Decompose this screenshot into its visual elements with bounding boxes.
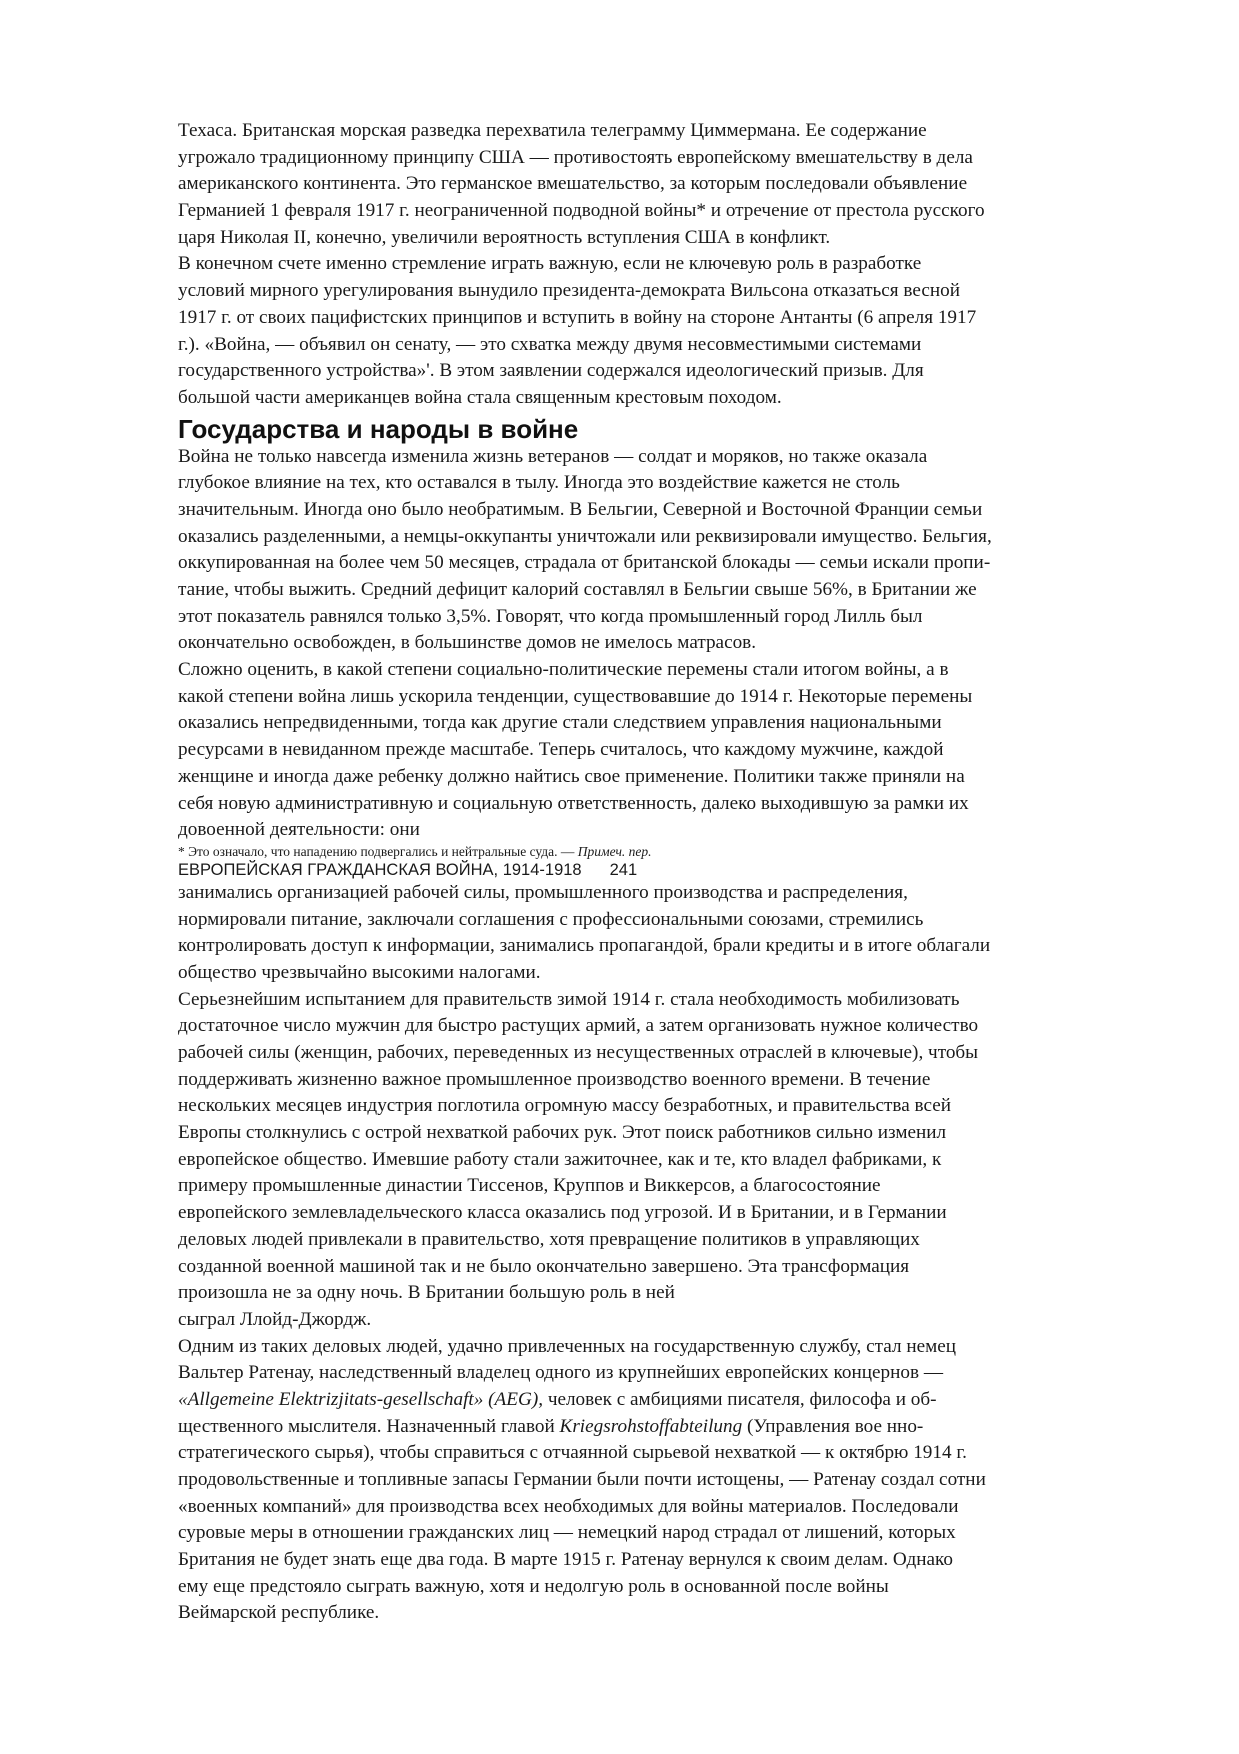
text-line: Британия не будет знать еще два года. В марте 1915 г. Ратенау вернулся к своим делам. Однако <box>178 1549 953 1571</box>
text-line: 1917 г. от своих пацифистских принципов и вступить в войну на стороне Антанты (6 апреля 1917 <box>178 306 977 328</box>
text-line: Вальтер Ратенау, наследственный владелец одного из крупнейших европейских концернов — <box>178 1362 944 1384</box>
paragraph-5 <box>178 880 1164 987</box>
paragraph-4 <box>178 657 1164 844</box>
text-line: оказались разделенными, а немцы-оккупанты уничтожали или реквизировали имущество. Бельгия, <box>178 525 992 547</box>
text-line: продовольственные и топливные запасы Германии были почти истощены, — Ратенау создал сотни <box>178 1469 986 1490</box>
footnote <box>178 844 1164 860</box>
text-line: деловых людей привлекали в правительство, хотя превращение политиков в управляющих <box>178 1228 920 1250</box>
text-line: контролировать доступ к информации, занимались пропагандой, брали кредиты и в итоге облагали <box>178 935 991 957</box>
paragraph-3 <box>178 444 1164 658</box>
text-line: условий мирного урегулирования вынудило президента-демократа Вильсона отказаться весной <box>178 280 960 302</box>
text-line: Веймарской республике. <box>178 1602 380 1624</box>
text-line: поддерживать жизненно важное промышленное производство военного времени. В течение <box>178 1068 931 1090</box>
text-line <box>178 1414 1164 1441</box>
text-line: стратегического сырья), чтобы справиться с отчаянной сырьевой нехваткой — к октябрю 1914 г. <box>178 1442 967 1464</box>
text-line: В конечном счете именно стремление играть важную, если не ключевую роль в разработке <box>178 253 922 275</box>
text-line: этот показатель равнялся только 3,5%. Говорят, что когда промышленный город Лилль был <box>178 605 923 627</box>
text-line: царя Николая II, конечно, увеличили вероятность вступления США в конфликт. <box>178 226 831 248</box>
text-line: Техаса. Британская морская разведка перехватила телеграмму Циммермана. Ее содержание <box>178 120 927 141</box>
text-line: произошла не за одну ночь. В Британии большую роль в ней <box>178 1282 675 1304</box>
text-line <box>178 1387 1164 1414</box>
text-line: оказались непредвиденными, тогда как другие стали следствием управления национальными <box>178 712 942 734</box>
text-line: Одним из таких деловых людей, удачно привлеченных на государственную службу, стал немец <box>178 1335 957 1357</box>
text-line: рабочей силы (женщин, рабочих, переведенных из несущественных отраслей в ключевые), чтобы <box>178 1042 979 1063</box>
text-segment: щественного мыслителя. Назначенный главой <box>178 1415 560 1437</box>
paragraph-2 <box>178 251 1164 411</box>
section-heading: Государства и народы в войне <box>178 413 579 444</box>
paragraph-7 <box>178 1334 1164 1628</box>
text-line: Серьезнейшим испытанием для правительств зимой 1914 г. стала необходимость мобилизовать <box>178 988 960 1010</box>
text-line: созданной военной машиной так и не было окончательно завершено. Эта трансформация <box>178 1255 910 1277</box>
text-segment: (Управления вое нно- <box>742 1415 924 1437</box>
text-line: занимались организацией рабочей силы, промышленного производства и распределения, <box>178 881 908 903</box>
text-line: значительным. Иногда оно было необратимым. В Бельгии, Северной и Восточной Франции семьи <box>178 498 983 520</box>
text-line: довоенной деятельности: они <box>178 819 420 841</box>
text-line: женщине и иногда даже ребенку должно найтись свое применение. Политики также приняли на <box>178 765 965 787</box>
text-line: достаточное число мужчин для быстро растущих армий, а затем организовать нужное количество <box>178 1015 979 1037</box>
text-line: Война не только навсегда изменила жизнь ветеранов — солдат и моряков, но также оказала <box>178 445 928 467</box>
running-head-title: ЕВРОПЕЙСКАЯ ГРАЖДАНСКАЯ ВОЙНА, 1914-1918 <box>178 860 582 879</box>
text-line: Европы столкнулись с острой нехваткой рабочих рук. Этот поиск работников сильно изменил <box>178 1122 947 1144</box>
text-line: оккупированная на более чем 50 месяцев, страдала от британской блокады — семьи искали пропи- <box>178 552 991 574</box>
footnote-text: * Это означало, что нападению подвергались и нейтральные суда. — <box>178 843 578 859</box>
text-line: государственного устройства»'. В этом заявлении содержался идеологический призыв. Для <box>178 360 924 382</box>
text-line: нормировали питание, заключали соглашения с профессиональными союзами, стремились <box>178 908 924 930</box>
italic-company-name: «Allgemeine Elektrizjitats-gesellschaft» (AEG), <box>178 1388 544 1410</box>
text-line: окончательно освобожден, в большинстве домов не имелось матрасов. <box>178 632 757 654</box>
text-line: сыграл Ллойд-Джордж. <box>178 1308 372 1330</box>
text-line: тание, чтобы выжить. Средний дефицит калорий составлял в Бельгии свыше 56%, в Британии же <box>178 579 977 600</box>
page-number: 241 <box>609 860 638 879</box>
text-line: себя новую административную и социальную ответственность, далеко выходившую за рамки их <box>178 792 969 814</box>
italic-agency-name: Kriegsrohstoffabteilung <box>559 1415 743 1437</box>
running-head <box>178 860 1164 880</box>
text-line: общество чрезвычайно высокими налогами. <box>178 961 541 983</box>
text-line: глубокое влияние на тех, кто оставался в тылу. Иногда это воздействие кажется не столь <box>178 472 900 494</box>
text-line: ему еще предстояло сыграть важную, хотя и недолгую роль в основанной после войны <box>178 1575 889 1597</box>
text-line: какой степени война лишь ускорила тенденции, существовавшие до 1914 г. Некоторые перемены <box>178 685 973 707</box>
text-segment: человек с амбициями писателя, философа и об- <box>543 1388 937 1410</box>
text-line: угрожало традиционному принципу США — противостоять европейскому вмешательству в дела <box>178 146 973 168</box>
text-line: ресурсами в невиданном прежде масштабе. Теперь считалось, что каждому мужчине, каждой <box>178 739 944 761</box>
text-line: суровые меры в отношении гражданских лиц — немецкий народ страдал от лишений, которых <box>178 1522 956 1544</box>
paragraph-1 <box>178 118 1164 251</box>
text-line: американского континента. Это германское вмешательство, за которым последовали объявление <box>178 173 968 195</box>
text-line: европейского землевладельческого класса оказались под угрозой. И в Британии, и в Германии <box>178 1202 947 1224</box>
text-line: г.). «Война, — объявил он сенату, — это схватка между двумя несовместимыми системами <box>178 333 922 355</box>
text-line: примеру промышленные династии Тиссенов, Круппов и Виккерсов, а благосостояние <box>178 1175 881 1197</box>
text-line: Германией 1 февраля 1917 г. неограниченной подводной войны* и отречение от престола русского <box>178 200 985 222</box>
text-line: нескольких месяцев индустрия поглотила огромную массу безработных, и правительства всей <box>178 1095 952 1117</box>
text-line: европейское общество. Имевшие работу стали зажиточнее, как и те, кто владел фабриками, к <box>178 1148 942 1170</box>
text-line: Сложно оценить, в какой степени социально-политические перемены стали итогом войны, а в <box>178 659 949 681</box>
text-line: большой части американцев война стала священным крестовым походом. <box>178 386 782 408</box>
paragraph-6 <box>178 987 1164 1334</box>
document-page <box>178 118 1164 1627</box>
text-line: «военных компаний» для производства всех необходимых для войны материалов. Последовали <box>178 1495 959 1517</box>
footnote-note: Примеч. пер. <box>577 843 652 859</box>
